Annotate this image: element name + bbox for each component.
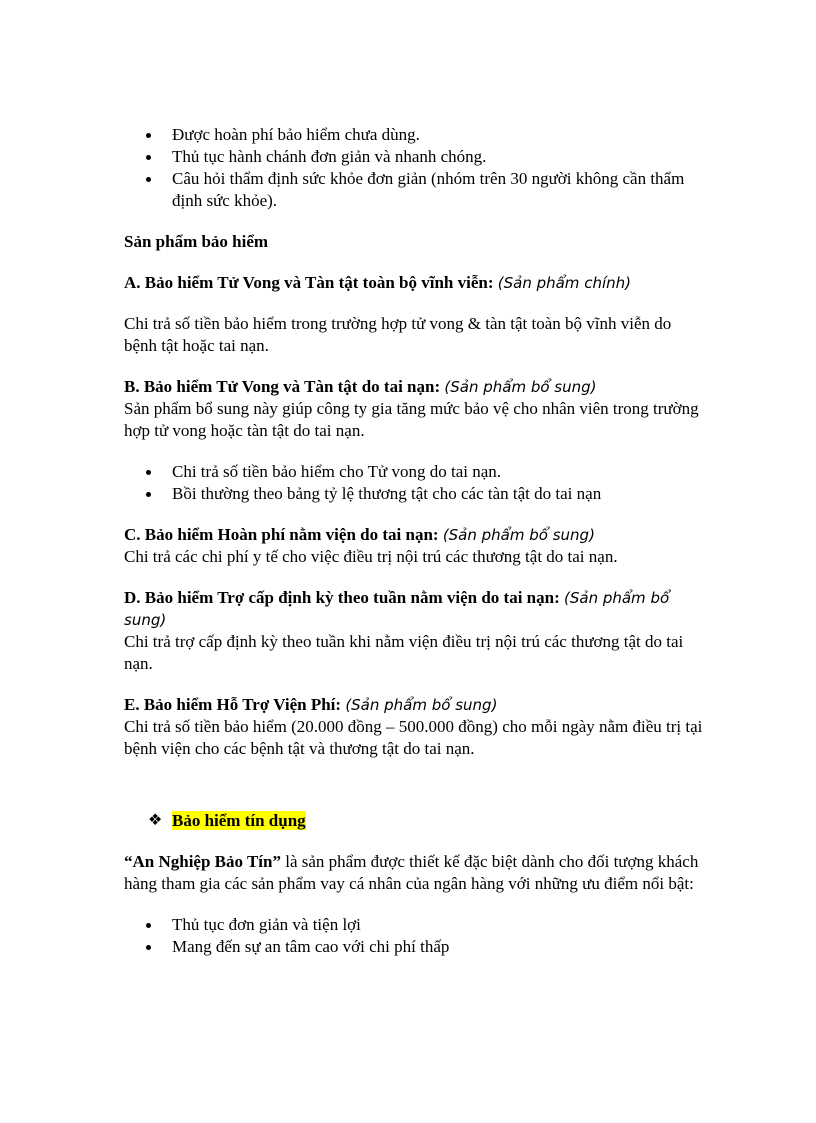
list-item: Được hoàn phí bảo hiểm chưa dùng. [124, 124, 704, 146]
list-item: Thủ tục hành chánh đơn giản và nhanh chóng. [124, 146, 704, 168]
bullet-dot-icon [146, 923, 151, 928]
section-a-note: (Sản phẩm chính) [497, 274, 631, 292]
credit-product-name: “An Nghiệp Bảo Tín” [124, 852, 281, 871]
section-a-body: Chi trả số tiền bảo hiểm trong trường hợp tử vong & tàn tật toàn bộ vĩnh viễn do bệnh tật hoặc tai nạn. [124, 314, 672, 355]
section-c-note: (Sản phẩm bổ sung) [442, 526, 595, 544]
credit-heading-row [124, 810, 704, 832]
list-item: Mang đến sự an tâm cao với chi phí thấp [124, 936, 704, 958]
top-bullet-list [124, 124, 704, 212]
list-item: Bồi thường theo bảng tỷ lệ thương tật cho các tàn tật do tai nạn [124, 483, 704, 505]
credit-intro: “An Nghiệp Bảo Tín” là sản phẩm được thiết kế đặc biệt dành cho đối tượng khách hàng tham gia các sản phẩm vay cá nhân của ngân hàng với những ưu điểm nổi bật: [124, 852, 699, 893]
section-b-bullet-list [124, 461, 704, 505]
bullet-dot-icon [146, 945, 151, 950]
list-item: Chi trả số tiền bảo hiểm cho Tử vong do tai nạn. [124, 461, 704, 483]
list-item: Thủ tục đơn giản và tiện lợi [124, 914, 704, 936]
bullet-dot-icon [146, 133, 151, 138]
credit-bullet-list [124, 914, 704, 958]
section-b-body: Sản phẩm bổ sung này giúp công ty gia tăng mức bảo vệ cho nhân viên trong trường hợp tử vong hoặc tàn tật do tai nạn. [124, 399, 699, 440]
credit-heading: Bảo hiểm tín dụng [172, 811, 306, 830]
section-e-body: Chi trả số tiền bảo hiểm (20.000 đồng – 500.000 đồng) cho mỗi ngày nằm điều trị tại bệnh viện cho các bệnh tật và thương tật do tai nạn. [124, 717, 703, 758]
section-d-title: D. Bảo hiểm Trợ cấp định kỳ theo tuần nằm viện do tai nạn: (Sản phẩm bổ sung) [124, 588, 670, 629]
section-d-note: (Sản phẩm bổ sung) [124, 589, 670, 629]
list-item: Câu hỏi thẩm định sức khỏe đơn giản (nhóm trên 30 người không cần thẩm định sức khỏe). [124, 168, 704, 212]
bullet-dot-icon [146, 492, 151, 497]
section-c-title: C. Bảo hiểm Hoàn phí nằm viện do tai nạn: (Sản phẩm bổ sung) [124, 525, 595, 544]
section-e-note: (Sản phẩm bổ sung) [345, 696, 498, 714]
section-d-body: Chi trả trợ cấp định kỳ theo tuần khi nằm viện điều trị nội trú các thương tật do tai nạn. [124, 632, 684, 673]
bullet-dot-icon [146, 155, 151, 160]
section-a-title: A. Bảo hiểm Tử Vong và Tàn tật toàn bộ vĩnh viễn: (Sản phẩm chính) [124, 273, 631, 292]
section-c-body: Chi trả các chi phí y tế cho việc điều trị nội trú các thương tật do tai nạn. [124, 547, 618, 566]
section-b-note: (Sản phẩm bổ sung) [444, 378, 597, 396]
diamond-bullet-icon: ❖ [148, 812, 163, 829]
products-heading: Sản phẩm bảo hiểm [124, 232, 269, 251]
section-b-title: B. Bảo hiểm Tử Vong và Tàn tật do tai nạn: (Sản phẩm bổ sung) [124, 377, 597, 396]
document-page [124, 124, 704, 958]
bullet-dot-icon [146, 470, 151, 475]
bullet-dot-icon [146, 177, 151, 182]
section-e-title: E. Bảo hiểm Hỗ Trợ Viện Phí: (Sản phẩm bổ sung) [124, 695, 498, 714]
